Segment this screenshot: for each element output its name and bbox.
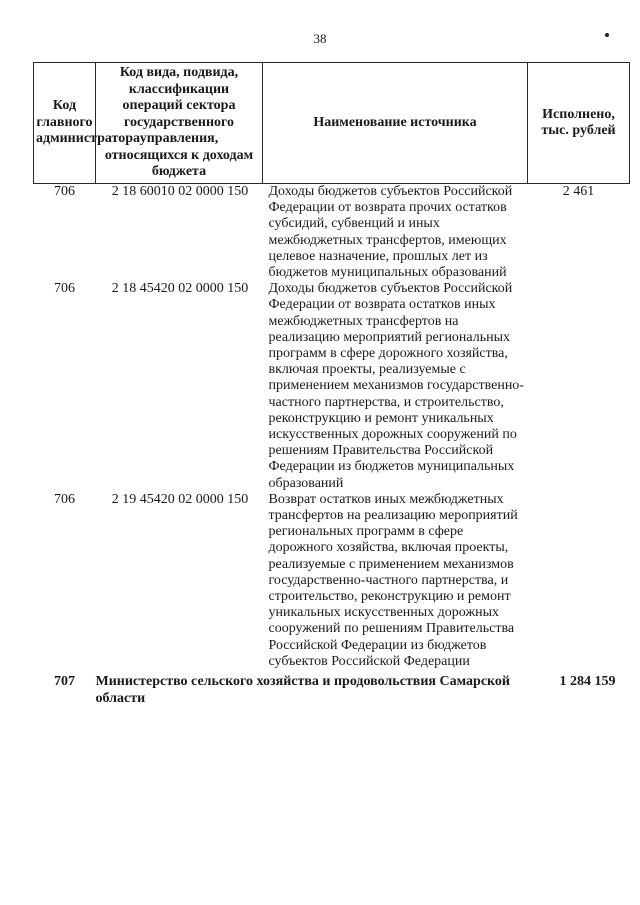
scan-speck bbox=[605, 33, 609, 37]
row-admin-code: 706 bbox=[54, 281, 75, 297]
row-executed bbox=[528, 492, 630, 670]
table-row bbox=[34, 184, 630, 282]
header-classification-code: Код вида, подвида, классификации операций сектора государственного управления, относящихся к доходам бюджета bbox=[96, 63, 263, 184]
table-row bbox=[34, 492, 630, 670]
header-admin-code: Код главного администратора bbox=[34, 63, 96, 184]
row-classification-code: 2 18 60010 02 0000 150 bbox=[111, 184, 249, 199]
row-classification-code: 2 19 45420 02 0000 150 bbox=[111, 491, 249, 507]
row-source-name: Возврат остатков иных межбюджетных трансфертов на реализацию мероприятий региональных программ в сфере дорожного хозяйства, включая проекты, реализуемые с применением механизмов государственно-частного партнерства, и строительство, реконструкцию и ремонт уникальных искусственных дорожных сооружений по решениям Правительства Российской Федерации из бюджетов субъектов Российской Федерации bbox=[268, 491, 518, 669]
header-executed: Исполнено, тыс. рублей bbox=[528, 63, 630, 184]
page-number: 38 bbox=[313, 31, 327, 46]
row-classification-code: 2 18 45420 02 0000 150 bbox=[111, 281, 249, 297]
ministry-admin-code: 707 bbox=[54, 674, 75, 690]
budget-revenue-table bbox=[33, 62, 630, 707]
row-executed bbox=[528, 281, 630, 492]
row-admin-code: 706 bbox=[54, 491, 75, 507]
row-executed: 2 461 bbox=[562, 184, 595, 199]
row-admin-code: 706 bbox=[54, 184, 75, 199]
ministry-name: Министерство сельского хозяйства и продовольствия Самарской области bbox=[95, 674, 510, 707]
ministry-row bbox=[34, 670, 630, 707]
header-source-name: Наименование источника bbox=[263, 63, 528, 184]
table-header-row bbox=[34, 63, 630, 184]
ministry-executed: 1 284 159 bbox=[559, 674, 616, 690]
table-row bbox=[34, 281, 630, 492]
row-source-name: Доходы бюджетов субъектов Российской Федерации от возврата остатков иных межбюджетных трансфертов на реализацию мероприятий региональных программ в сфере дорожного хозяйства, включая проекты, реализуемые с применением механизмов государственно-частного партнерства, и строительство, реконструкцию и ремонт уникальных искусственных дорожных сооружений по решениям Правительства Российской Федерации из бюджетов муниципальных образований bbox=[268, 281, 524, 491]
row-source-name: Доходы бюджетов субъектов Российской Федерации от возврата прочих остатков субсидий, субвенций и иных межбюджетных трансфертов, имеющих целевое назначение, прошлых лет из бюджетов муниципальных образований bbox=[268, 184, 513, 281]
